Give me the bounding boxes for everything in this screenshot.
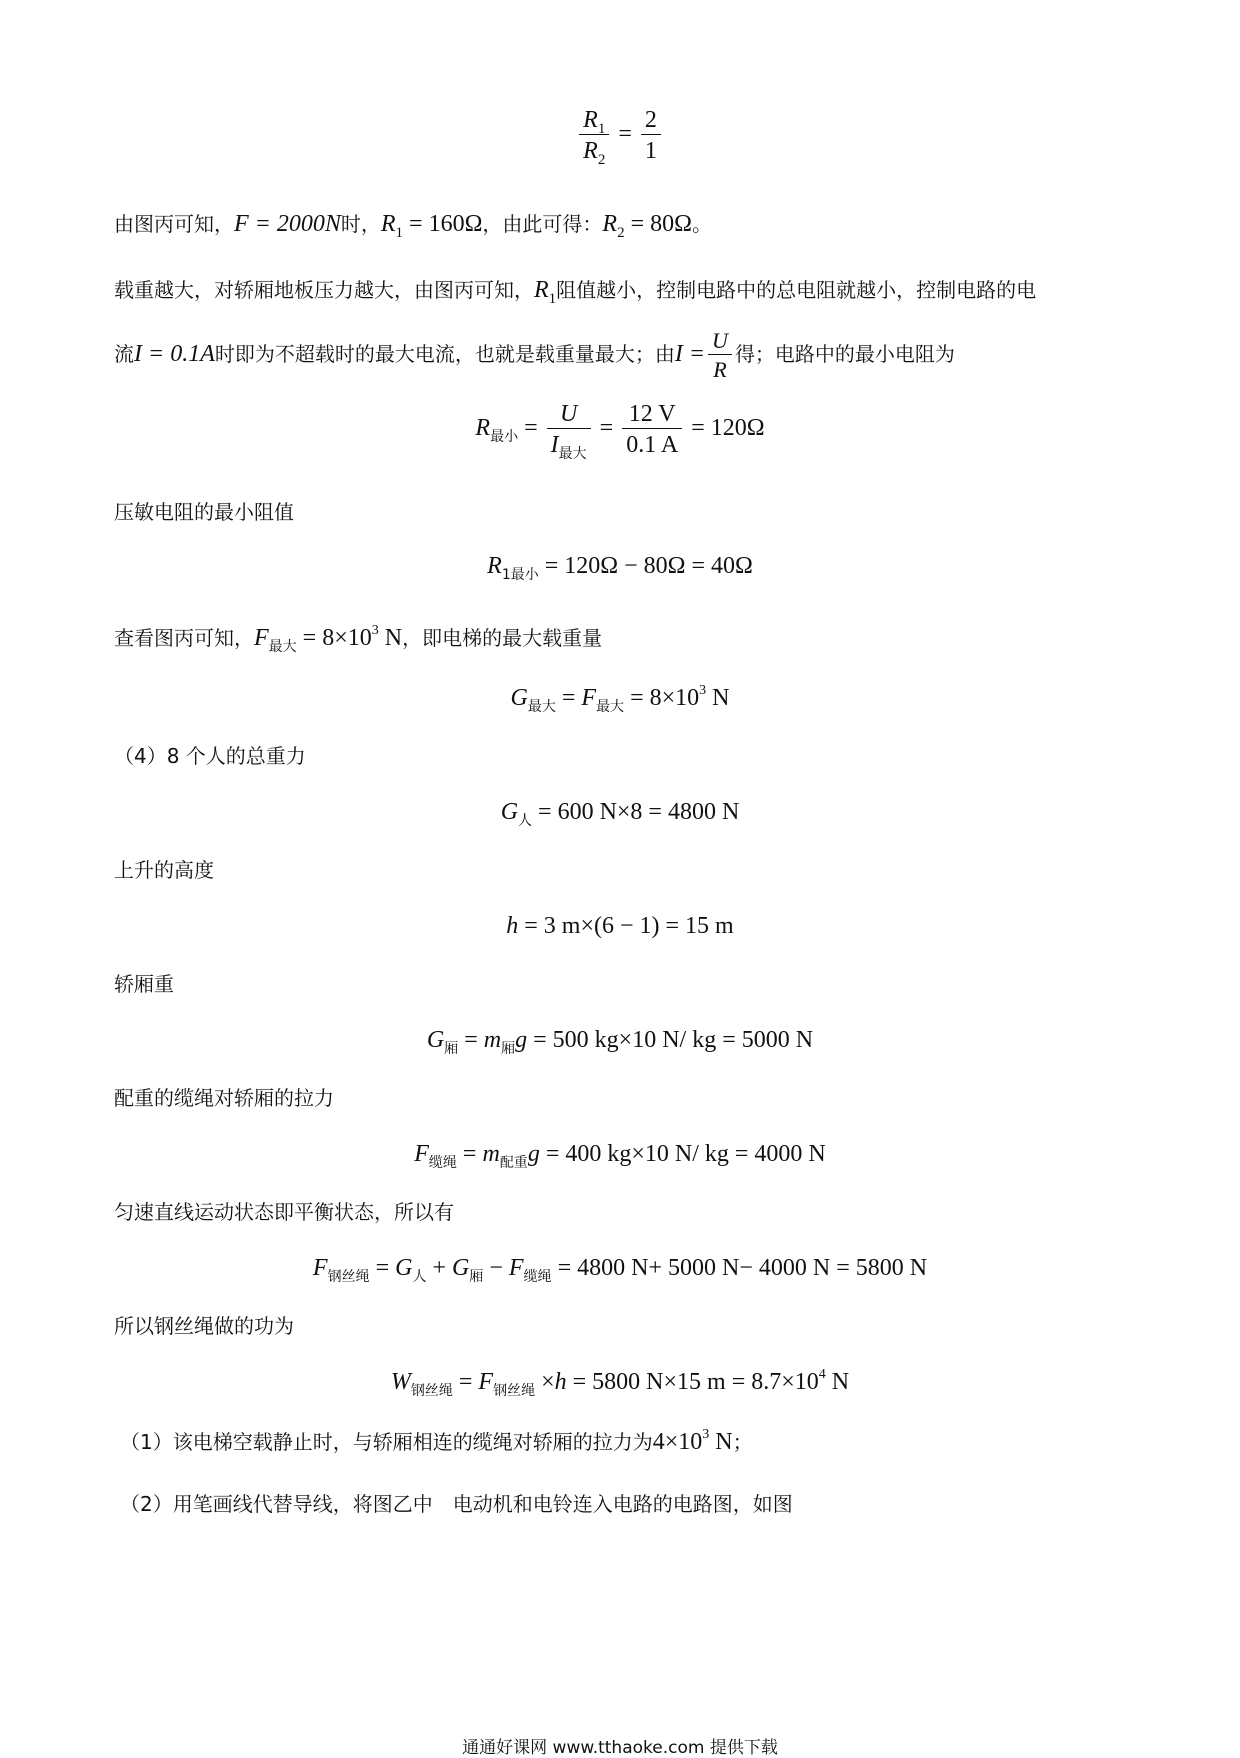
equation-f-cable: $F_{缆绳} = m_{配重}g = 400$ kg×10 N/ kg = 4000 N [414, 1141, 826, 1171]
answer-1: （1）该电梯空载静止时，与轿厢相连的缆绳对轿厢的拉力为$4\times 10^3$ N； [120, 1427, 753, 1455]
equation-r1-min: $R_{1最小} = 120\Omega - 80\Omega = 40\Omega$ [487, 553, 753, 583]
equation-f-steel: $F_{钢丝绳} = G_人 + G_厢 - F_{缆绳} = 4800$ N+ 5000 N− 4000 N = 5800 N [312, 1255, 928, 1285]
text-line-a: 由图丙可知，F = 2000N时，$R_1 = 160\Omega$，由此可得：$R_2 = 80\Omega$。 [114, 211, 712, 241]
text-line-c: 流I = 0.1A时即为不超载时的最大电流，也就是载重量最大；由I = $\frac{U}{R}$ 得；电路中的最小电阻为 [114, 328, 955, 382]
text-height: 上升的高度 [114, 858, 214, 882]
equation-r-ratio: $\frac{R_1}{R_2}$ = $\frac{2}{1}$ [0, 108, 1240, 163]
text-cabin: 轿厢重 [114, 972, 174, 996]
text-line-b: 载重越大，对轿厢地板压力越大，由图丙可知，$R_1$阻值越小，控制电路中的总电阻就越小，控制电路的电 [114, 277, 1037, 307]
equation-height: h = 3 m×(6 − 1) = 15 m [506, 913, 734, 939]
text-counterweight: 配重的缆绳对轿厢的拉力 [114, 1086, 334, 1110]
equation-g-people: $G_人 = 600$ N×8 = 4800 N [500, 799, 740, 829]
text-work: 所以钢丝绳做的功为 [114, 1314, 294, 1338]
text-uniform-motion: 匀速直线运动状态即平衡状态，所以有 [114, 1200, 454, 1224]
equation-g-cabin: $G_厢 = m_厢g = 500$ kg×10 N/ kg = 5000 N [426, 1027, 814, 1057]
text-q4: （4）8 个人的总重力 [114, 744, 306, 768]
equation-r-min: $R_{最小}$ = $\frac{U}{I_{最大}}$ = $\frac{12 V}{0.1 A}$ = 120Ω [475, 401, 765, 462]
answer-2: （2）用笔画线代替导线，将图乙中 电动机和电铃连入电路的电路图，如图 [120, 1492, 793, 1516]
footer-source: 通通好课网 www.tthaoke.com 提供下载 [462, 1738, 778, 1758]
text-press: 压敏电阻的最小阻值 [114, 500, 294, 524]
text-line-d: 查看图丙可知，$F_{最大} = 8\times 10^3$ N，即电梯的最大载重量 [114, 623, 603, 655]
equation-work: $W_{钢丝绳} = F_{钢丝绳} \times h = 5800$ N×15 $m = 8.7\times 10^4$ N [390, 1367, 850, 1399]
equation-g-max: $G_{最大} = F_{最大} = 8\times 10^3$ N [510, 683, 730, 715]
